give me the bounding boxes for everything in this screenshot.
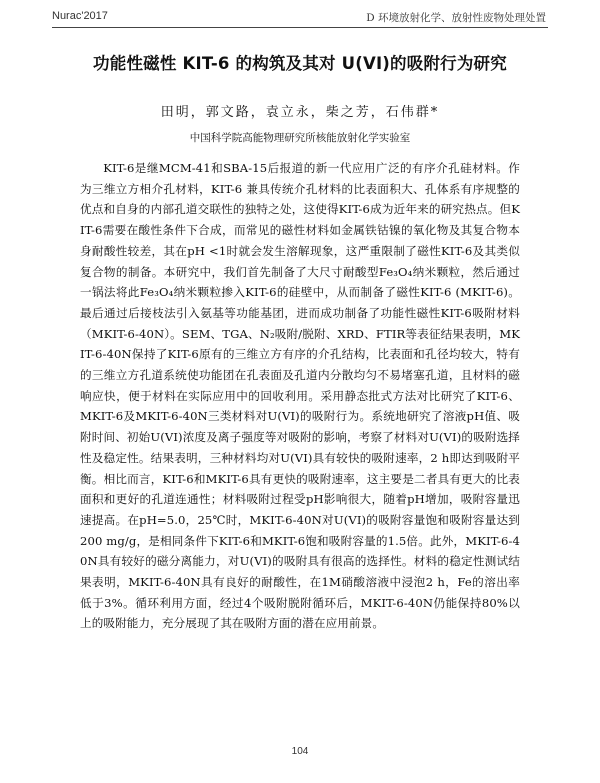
affiliation: 中国科学院高能物理研究所核能放射化学实验室 xyxy=(189,132,411,144)
page-number: 104 xyxy=(291,746,309,757)
header-divider xyxy=(52,27,548,28)
paper-title: 功能性磁性 KIT-6 的构筑及其对 U(VI)的吸附行为研究 xyxy=(93,54,507,73)
journal-header: Nurac'2017 xyxy=(52,10,108,22)
abstract-body: KIT-6是继MCM-41和SBA-15后报道的新一代应用广泛的有序介孔硅材料。作为三维立方相介孔材料，KIT-6 兼具传统介孔材料的比表面积大、孔体系有序规整的优点和自身的内部孔道交联性的独特之处，这使得KIT-6成为近年来的研究热点。但KIT-6需要在酸性条件下合成，而常见的磁性材料如金属铁钴镍的氧化物及其复合物本身耐酸性较差，其在pH <1时就会发生溶解现象，这严重限制了磁性KIT-6及其类似复合物的制备。本研究中，我们首先制备了大尺寸耐酸型Fe₃O₄纳米颗粒，然后通过一锅法将此Fe₃O₄纳米颗粒掺入KIT-6的硅壁中，从而制备了磁性KIT-6 (MKIT-6)。最后通过后接枝法引入氨基等功能基团，进而成功制备了功能性磁性KIT-6吸附材料（MKIT-6-40N）。SEM、TGA、N₂吸附/脱附、XRD、FTIR等表征结果表明，MKIT-6-40N保持了KIT-6原有的三维立方有序的介孔结构，比表面和孔径均较大，特有的三维立方孔道系统使功能团在孔表面及孔道内分散均匀不易堵塞孔道，且材料的磁响应快，便于材料在实际应用中的回收利用。采用静态批式方法对比研究了KIT-6、MKIT-6及MKIT-6-40N三类材料对U(VI)的吸附行为。系统地研究了溶液pH值、吸附时间、初始U(VI)浓度及离子强度等对吸附的影响，考察了材料对U(VI)的吸附选择性及稳定性。结果表明，三种材料均对U(VI)具有较快的吸附速率，2 h即达到吸附平衡。相比而言，KIT-6和MKIT-6具有更快的吸附速率，这主要是二者具有更大的比表面积和更好的孔道连通性；材料吸附过程受pH影响很大，随着pH增加，吸附容量迅速提高。在pH=5.0，25℃时，MKIT-6-40N对U(VI)的吸附容量饱和吸附容量达到200 mg/g，是相同条件下KIT-6和MKIT-6饱和吸附容量的1.5倍。此外，MKIT-6-40N具有较好的磁分离能力，对U(VI)的吸附具有很高的选择性。材料的稳定性测试结果表明，MKIT-6-40N具有良好的耐酸性，在1M硝酸溶液中浸泡2 h，Fe的溶出率低于3%。循环利用方面，经过4个吸附脱附循环后，MKIT-6-40N仍能保持80%以上的吸附能力，充分展现了其在吸附方面的潜在应用前景。 xyxy=(80,161,520,631)
author-list: 田明，郭文路，袁立永，柴之芳，石伟群* xyxy=(160,105,440,120)
section-header: D 环境放射化学、放射性废物处理处置 xyxy=(366,12,546,24)
